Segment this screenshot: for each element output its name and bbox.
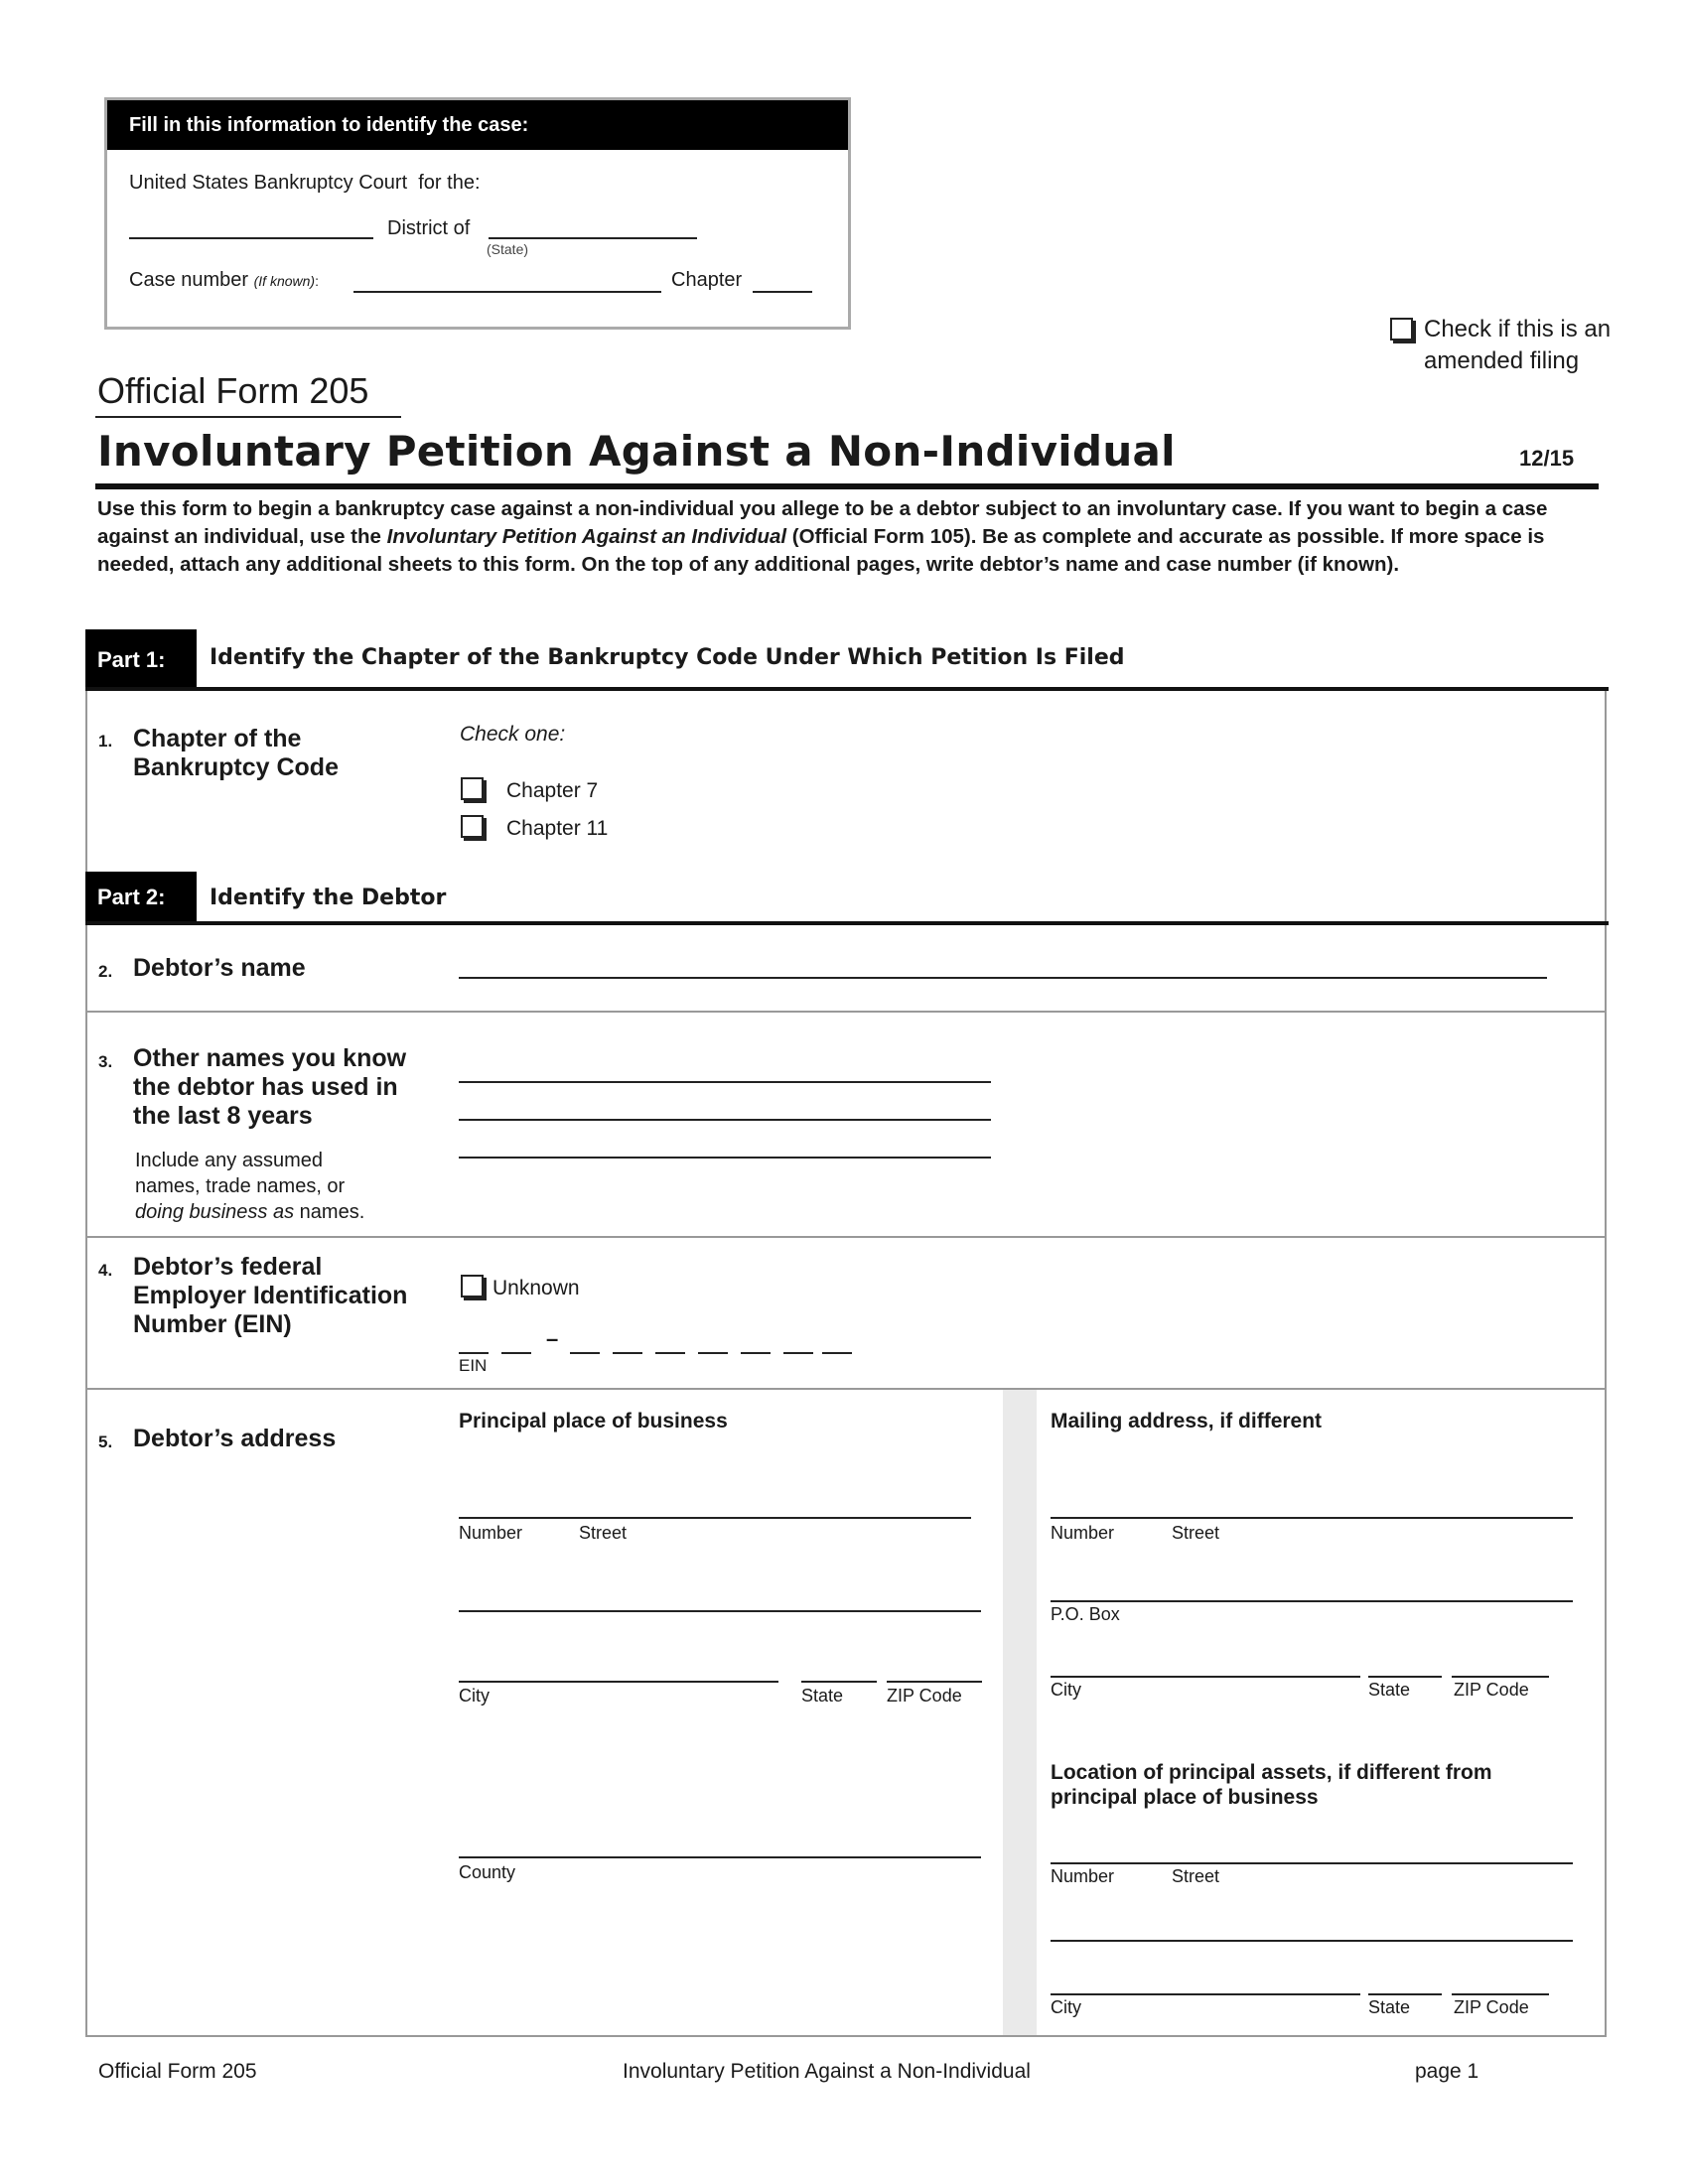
assets-zip-label: ZIP Code [1454,1997,1529,2017]
q3-help-italic: doing business as [135,1201,295,1223]
principal-county-field[interactable] [459,1856,981,1858]
form-version: 12/15 [1519,446,1575,471]
title-rule [95,483,1599,489]
ein-unknown-checkbox[interactable] [461,1275,484,1297]
principal-city-label: City [459,1686,490,1706]
chapter-blank[interactable] [753,291,812,293]
q3-help [135,1148,364,1225]
ein-digit-6[interactable] [698,1352,728,1354]
part1-label: Part 1: [85,629,197,691]
assets-street-label: Street [1172,1866,1220,1886]
part1-title: Identify the Chapter of the Bankruptcy Code Under Which Petition Is Filed [210,645,1125,670]
mailing-street-label: Street [1172,1523,1220,1543]
q5-title: Debtor’s address [133,1425,337,1452]
q3-title-line3: the last 8 years [133,1102,313,1130]
footer-form-number: Official Form 205 [98,2060,257,2083]
assets-city-label: City [1051,1997,1081,2017]
ein-digit-8[interactable] [783,1352,813,1354]
ein-digit-9[interactable] [822,1352,852,1354]
ein-unknown-label: Unknown [492,1277,580,1299]
form-title: Involuntary Petition Against a Non-Individual [97,427,1176,476]
case-info-box [104,97,851,330]
principal-number-label: Number [459,1523,523,1543]
assets-state-field[interactable] [1368,1993,1442,1995]
q4-title-line2: Employer Identification [133,1282,408,1309]
q2-title: Debtor’s name [133,954,306,982]
intro-paragraph [97,495,1597,579]
q5-number: 5. [98,1433,113,1451]
principal-city-field[interactable] [459,1681,778,1683]
q3-help-line2: names, trade names, or [135,1175,346,1197]
mailing-state-field[interactable] [1368,1676,1442,1678]
q4-title-line1: Debtor’s federal [133,1253,323,1281]
if-known-colon: : [315,273,319,289]
chapter-11-label: Chapter 11 [506,817,609,840]
mailing-heading: Mailing address, if different [1051,1410,1323,1433]
mailing-number-label: Number [1051,1523,1115,1543]
q1-title-line1: Chapter of the [133,725,302,752]
amended-line1: Check if this is an [1424,316,1612,342]
principal-street2-field[interactable] [459,1610,981,1612]
assets-zip-field[interactable] [1452,1993,1549,1995]
amended-line2: amended filing [1424,347,1580,374]
other-name-field-1[interactable] [459,1081,991,1083]
mailing-zip-field[interactable] [1452,1676,1549,1678]
ein-label: EIN [459,1356,488,1375]
intro-text-2: (Official Form 105). Be as complete and accurate as possible. If more space is needed, attach any additional sheets to this form. On the top of any additional pages, write debtor’s name and case number (if known). [97,525,1545,576]
q3-number: 3. [98,1052,113,1071]
mailing-state-label: State [1368,1680,1411,1700]
chapter-label: Chapter [671,269,743,291]
other-name-field-2[interactable] [459,1119,991,1121]
assets-street2-field[interactable] [1051,1940,1573,1942]
principal-county-label: County [459,1862,516,1882]
if-known-text: (If known) [253,273,316,289]
ein-digit-2[interactable] [501,1352,531,1354]
intro-italic: Involuntary Petition Against an Individual [386,525,787,548]
q4-divider [87,1388,1605,1390]
ein-digit-7[interactable] [741,1352,771,1354]
part2-label: Part 2: [85,872,197,923]
part2-title: Identify the Debtor [210,886,447,910]
assets-street-field[interactable] [1051,1862,1573,1864]
chapter-11-checkbox[interactable] [461,815,484,838]
district-blank[interactable] [129,237,373,239]
ein-dash: – [546,1326,559,1351]
assets-heading-line2: principal place of business [1051,1786,1319,1809]
q3-help-line3 [135,1199,364,1225]
principal-state-label: State [801,1686,844,1706]
state-blank[interactable] [489,237,697,239]
footer-page-number: page 1 [1415,2060,1479,2083]
q1-title-line2: Bankruptcy Code [133,753,339,781]
q2-number: 2. [98,962,113,981]
mailing-city-field[interactable] [1051,1676,1360,1678]
q3-title-line2: the debtor has used in [133,1073,398,1101]
ein-digit-4[interactable] [613,1352,642,1354]
q1-instruction: Check one: [460,723,566,746]
footer-form-title: Involuntary Petition Against a Non-Individual [623,2060,1031,2083]
form-number: Official Form 205 [97,370,369,411]
court-line: United States Bankruptcy Court for the: [129,172,481,194]
case-number-text: Case number [129,269,249,291]
q2-divider [87,1011,1605,1013]
ein-digit-1[interactable] [459,1352,489,1354]
case-number-blank[interactable] [353,291,661,293]
q4-number: 4. [98,1261,113,1280]
other-name-field-3[interactable] [459,1157,991,1159]
q4-title-line3: Number (EIN) [133,1310,292,1338]
q3-help-end: names. [294,1201,365,1223]
principal-street-field[interactable] [459,1517,971,1519]
case-number-label [129,269,319,292]
chapter-7-label: Chapter 7 [506,779,599,802]
ein-digit-5[interactable] [655,1352,685,1354]
principal-zip-label: ZIP Code [887,1686,962,1706]
assets-heading-line1: Location of principal assets, if different from [1051,1761,1492,1784]
intro-text-1: Use this form to begin a bankruptcy case against a non-individual you allege to be a debtor subject to an involuntary case. If you want to begin a case against an individual, use the [97,497,1548,548]
form-number-underline [95,416,401,418]
part1-rule [85,687,1609,691]
mailing-street-field[interactable] [1051,1517,1573,1519]
address-column-separator [1003,1390,1037,2035]
q3-help-line1: Include any assumed [135,1150,324,1171]
principal-state-field[interactable] [801,1681,877,1683]
q3-title-line1: Other names you know [133,1044,407,1072]
assets-number-label: Number [1051,1866,1115,1886]
chapter-7-checkbox[interactable] [461,777,484,800]
state-sub-label: (State) [487,241,529,257]
ein-digit-3[interactable] [570,1352,600,1354]
amended-filing-checkbox[interactable] [1390,318,1413,341]
q3-divider [87,1236,1605,1238]
assets-state-label: State [1368,1997,1411,2017]
principal-heading: Principal place of business [459,1410,728,1433]
principal-street-label: Street [579,1523,628,1543]
assets-city-field[interactable] [1051,1993,1360,1995]
mailing-zip-label: ZIP Code [1454,1680,1529,1700]
debtor-name-field[interactable] [459,977,1547,979]
district-label: District of [387,217,471,239]
mailing-pobox-field[interactable] [1051,1600,1573,1602]
case-info-header: Fill in this information to identify the case: [107,100,848,150]
part2-rule [85,921,1609,925]
mailing-pobox-label: P.O. Box [1051,1604,1120,1624]
principal-zip-field[interactable] [887,1681,982,1683]
q1-number: 1. [98,732,113,751]
mailing-city-label: City [1051,1680,1081,1700]
